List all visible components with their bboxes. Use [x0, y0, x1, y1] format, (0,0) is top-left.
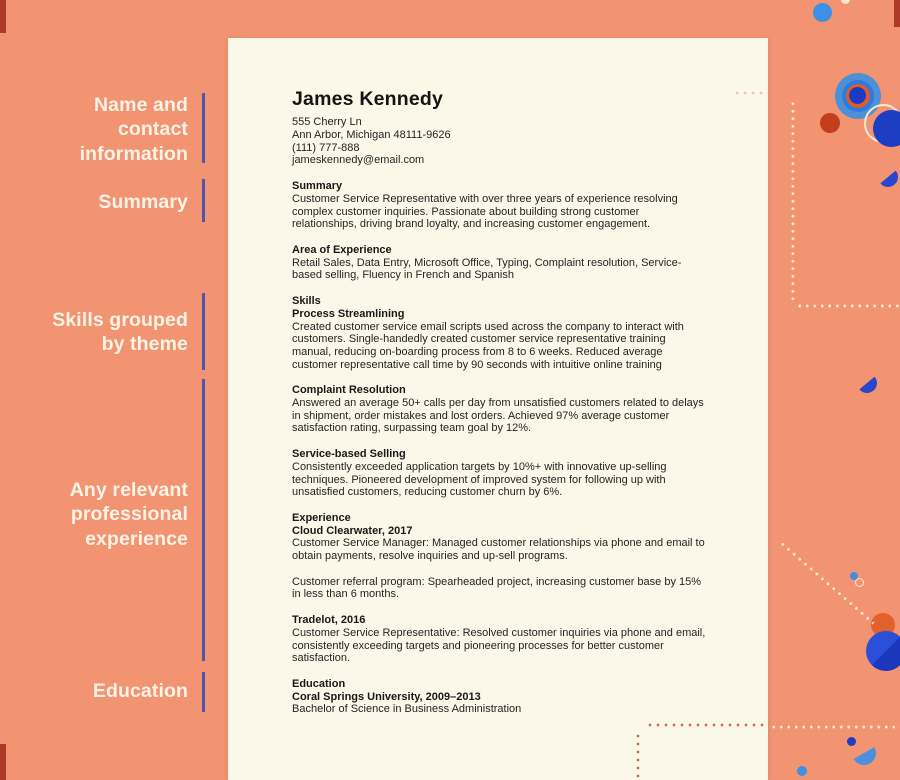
dotted-line-paper-bottom-corner [636, 732, 640, 780]
education-degree: Bachelor of Science in Business Administration [292, 703, 522, 716]
annotation-line: Any relevant [69, 479, 188, 501]
education-heading: Education [292, 677, 346, 690]
edge-mark-bottom-left [0, 744, 6, 780]
annotation-line: Name and [94, 94, 188, 116]
dotted-line-horizontal-right [796, 304, 900, 308]
annotation-line: information [79, 142, 188, 165]
resume-document [228, 38, 768, 780]
section-service-based-selling [292, 448, 707, 499]
annotation-bar-summary [202, 179, 205, 222]
contact-email: jameskennedy@email.com [292, 154, 425, 167]
annotation-education [0, 679, 188, 703]
skill-group-body: Created customer service email scripts used across the company to interact with customers. Single-handedly created customer service representative training manual, reducing on-boarding process from 8 to 6 weeks. Reduced average customer representative call time by 90 seconds with intuitive online training [292, 320, 684, 371]
skill-group-body: Consistently exceeded application targets by 10%+ with innovative up-selling techniques. Pioneered development of improved system for following up with unsatisfied customers, reducing customer churn by 6%. [292, 460, 667, 499]
experience-heading: Experience [292, 511, 351, 524]
paragraph-gap [292, 563, 707, 576]
dotted-line-bottom-right [770, 725, 900, 729]
dotted-line-paper-bottom [646, 723, 768, 727]
blue-half-disc-icon [874, 163, 900, 191]
tiny-cream-ring [855, 578, 864, 587]
annotation-line: professional [70, 503, 188, 526]
job-paragraph: Customer Service Manager: Managed customer relationships via phone and email to obtain payments, resolve inquiries and up-sell programs. [292, 537, 705, 563]
area-heading: Area of Experience [292, 244, 392, 256]
rust-circle-decoration [820, 113, 840, 133]
annotation-line: Education [92, 680, 188, 702]
section-experience [292, 512, 707, 601]
blue-half-disc-small-icon [853, 369, 881, 397]
annotation-bar-education [202, 672, 205, 712]
annotation-bar-experience [202, 379, 205, 661]
resume-contact-block [292, 116, 707, 167]
section-area-of-experience [292, 244, 707, 282]
section-complaint-resolution [292, 384, 707, 435]
job-title: Tradelot, 2016 [292, 614, 366, 627]
skills-heading: Skills [292, 295, 321, 308]
cream-dot-decoration [841, 0, 850, 4]
job-title: Cloud Clearwater, 2017 [292, 524, 413, 537]
section-summary [292, 180, 707, 231]
annotation-line: by theme [101, 333, 188, 356]
annotation-skills [0, 308, 188, 357]
light-blue-dot-bottom [797, 766, 807, 776]
summary-body: Customer Service Representative with over three years of experience resolving complex customer inquiries. Passionate about building strong customer relationships, driving brand loyalty, and increasing customer engagement. [292, 192, 678, 231]
annotation-bar-skills [202, 293, 205, 370]
annotation-bar-name-contact [202, 93, 205, 163]
edge-mark-top-left [0, 0, 6, 33]
section-skills [292, 295, 707, 371]
job-paragraph: Customer Service Representative: Resolved customer inquiries via phone and email, consistently exceeding targets and pioneering processes for better customer satisfaction. [292, 626, 706, 665]
skill-group-title: Process Streamlining [292, 307, 405, 320]
dotted-line-paper-top [733, 91, 768, 95]
dotted-line-vertical-right [791, 100, 795, 303]
edge-mark-top-right [894, 0, 900, 27]
education-school: Coral Springs University, 2009–2013 [292, 690, 481, 703]
section-education [292, 678, 707, 716]
annotation-line: Summary [98, 191, 188, 213]
summary-heading: Summary [292, 180, 343, 193]
skill-group-title: Complaint Resolution [292, 384, 406, 397]
contact-address-line2: Ann Arbor, Michigan 48111-9626 [292, 128, 451, 141]
skill-group-body: Answered an average 50+ calls per day from unsatisfied customers related to delays in shipment, order mistakes and lost orders. Achieved 97% average customer satisfaction rating, surpassing team goal by 12%. [292, 397, 704, 435]
resume-name: James Kennedy [292, 88, 444, 110]
section-tradelot [292, 614, 707, 665]
annotation-line: experience [85, 527, 188, 550]
target-circle-center [849, 87, 866, 104]
skill-group-title: Service-based Selling [292, 448, 406, 461]
annotation-line: Skills grouped [52, 309, 188, 331]
annotation-experience [0, 478, 188, 551]
annotation-line: contact [117, 118, 188, 141]
annotation-summary [0, 190, 188, 214]
job-paragraph: Customer referral program: Spearheaded project, increasing customer base by 15% in less than 6 months. [292, 575, 702, 601]
annotation-name-contact [0, 93, 188, 166]
large-blue-circle-bottom [866, 631, 900, 671]
blue-circle-decoration [813, 3, 832, 22]
contact-phone: (111) 777-888 [292, 141, 360, 154]
area-body: Retail Sales, Data Entry, Microsoft Office, Typing, Complaint resolution, Service-based selling, Fluency in French and Spanish [292, 256, 682, 282]
contact-address-line1: 555 Cherry Ln [292, 116, 362, 128]
